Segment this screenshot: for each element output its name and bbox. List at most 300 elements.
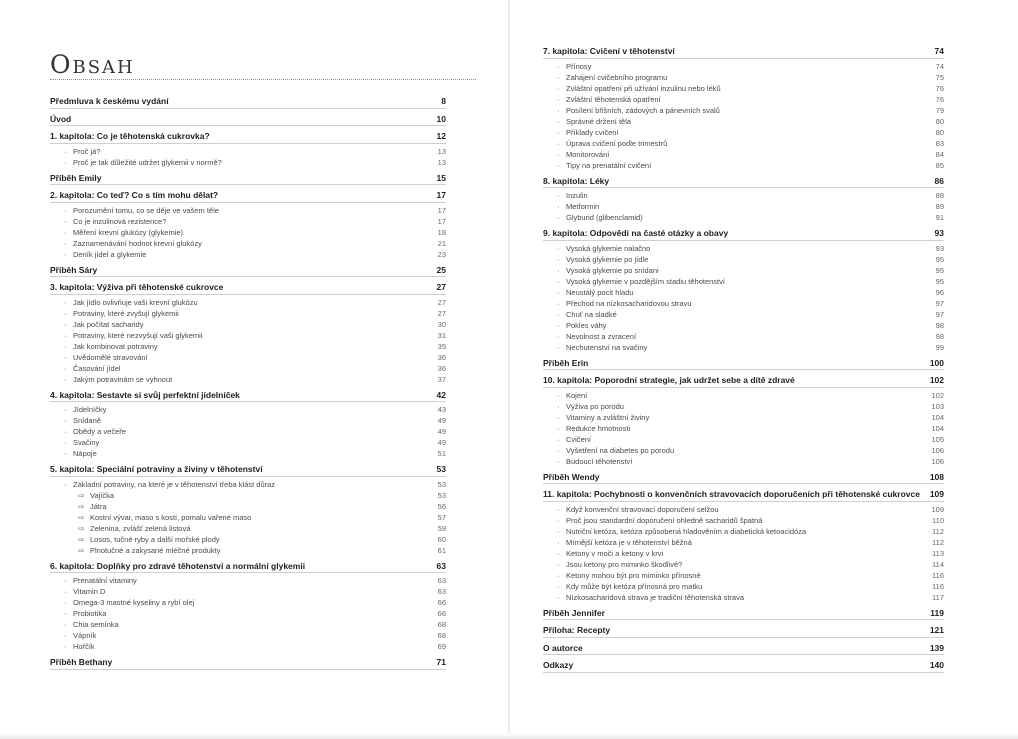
subsection-page-number: 49 [437, 427, 446, 436]
subsection-title: Vajíčka [90, 490, 115, 500]
subsection-label [557, 61, 591, 72]
toc-chapter[interactable] [50, 657, 446, 670]
subsection-page-number: 95 [935, 265, 944, 275]
toc-subsection[interactable] [50, 426, 446, 437]
subsection-label [64, 608, 106, 619]
subsection-label [557, 276, 725, 287]
subsection-page-number: 98 [935, 331, 944, 341]
toc-chapter[interactable] [543, 176, 944, 189]
bullet-icon: · [557, 515, 560, 525]
subsection-title: Tipy na prenatální cvičení [566, 160, 652, 170]
subsection-title: Časování jídel [73, 363, 121, 373]
chapter-title: Příběh Erin [543, 357, 589, 368]
subsection-label [557, 116, 631, 127]
subsection-page-number: 53 [437, 479, 446, 489]
subsection-label [64, 297, 198, 308]
arrow-icon: ⇨ [78, 501, 85, 511]
subsection-page-number: 17 [437, 205, 446, 215]
bullet-icon: · [64, 642, 67, 651]
toc-subsection[interactable] [50, 448, 446, 459]
subsection-label [64, 157, 222, 168]
subsection-label [557, 515, 762, 526]
chapter-title: Příběh Emily [50, 172, 102, 183]
toc-chapter[interactable] [543, 46, 944, 59]
bullet-icon: · [557, 412, 560, 422]
toc-chapter[interactable] [50, 131, 446, 144]
bullet-icon: · [557, 548, 560, 558]
bullet-icon: · [64, 405, 67, 414]
toc-subsection[interactable] [543, 445, 944, 456]
toc-subsection[interactable] [50, 501, 446, 512]
toc-subsection[interactable] [543, 265, 944, 276]
subsection-label [557, 342, 647, 353]
subsection-title: Plnotučné a zakysané mléčné produkty [90, 545, 221, 555]
subsection-page-number: 35 [437, 341, 446, 351]
bullet-icon: · [64, 587, 67, 596]
toc-subsection[interactable] [50, 534, 446, 545]
toc-chapter[interactable] [543, 608, 944, 621]
toc-subsection[interactable] [543, 515, 944, 526]
bullet-icon: · [557, 342, 560, 352]
subsection-label [64, 308, 179, 319]
subsection-label [557, 320, 606, 331]
subsection-page-number: 66 [437, 598, 446, 607]
chapter-page-number: 100 [929, 357, 944, 368]
subsection-label [557, 570, 701, 581]
chapter-page-number: 109 [929, 489, 944, 499]
subsection-label [557, 127, 619, 138]
chapter-page-number: 140 [929, 660, 944, 670]
subsection-title: Vysoká glykemie po snídani [566, 265, 659, 275]
toc-subsection[interactable] [50, 363, 446, 374]
subsection-title: Chia semínka [73, 620, 119, 629]
subsection-page-number: 53 [437, 490, 446, 500]
toc-subsection[interactable] [543, 83, 944, 94]
bullet-icon: · [557, 592, 560, 602]
subsection-page-number: 88 [935, 191, 944, 200]
subsection-label [557, 581, 702, 592]
bullet-icon: · [557, 581, 560, 591]
subsection-page-number: 106 [931, 456, 944, 466]
toc-chapter[interactable] [543, 625, 944, 638]
toc-chapter[interactable] [50, 265, 446, 278]
bullet-icon: · [557, 149, 560, 159]
subsection-label [557, 83, 721, 94]
subsection-label [557, 331, 636, 342]
toc-subsection[interactable] [543, 116, 944, 127]
chapter-page-number: 63 [436, 560, 446, 571]
bullet-icon: · [64, 374, 67, 384]
subsection-page-number: 13 [437, 157, 446, 167]
toc-subsection[interactable] [543, 537, 944, 548]
subsection-page-number: 109 [931, 504, 944, 514]
chapter-page-number: 8 [441, 96, 446, 106]
subsection-title: Neustálý pocit hladu [566, 287, 634, 297]
bullet-icon: · [557, 570, 560, 580]
subsection-title: Vysoká glykemie nalačno [566, 243, 651, 253]
bullet-icon: · [557, 105, 560, 115]
bullet-icon: · [557, 276, 560, 286]
toc-subsection[interactable] [50, 297, 446, 308]
subsection-page-number: 113 [932, 548, 944, 558]
subsection-page-number: 103 [931, 401, 944, 411]
toc-chapter[interactable] [50, 464, 446, 477]
toc-subsection[interactable] [543, 201, 944, 212]
subsection-page-number: 105 [931, 434, 944, 444]
toc-subsection[interactable] [543, 287, 944, 298]
chapter-page-number: 74 [934, 46, 944, 56]
subsection-page-number: 99 [935, 342, 944, 352]
subsection-title: Potraviny, které zvyšují glykemii [73, 308, 179, 318]
arrow-icon: ⇨ [78, 545, 85, 555]
toc-subsection[interactable] [543, 212, 944, 223]
toc-subsection[interactable] [50, 641, 446, 652]
toc-subsection[interactable] [50, 575, 446, 586]
bullet-icon: · [557, 61, 560, 71]
toc-chapter[interactable] [50, 282, 446, 295]
subsection-label [557, 537, 692, 548]
toc-chapter[interactable] [50, 96, 446, 109]
chapter-title: Příběh Sáry [50, 264, 98, 275]
subsection-page-number: 43 [437, 405, 446, 414]
subsection-page-number: 80 [935, 116, 944, 126]
subsection-title: Zelenina, zvlášť zelená listová [90, 523, 191, 533]
toc-chapter[interactable] [543, 375, 944, 388]
subsection-page-number: 75 [935, 72, 944, 82]
arrow-icon: ⇨ [78, 534, 85, 544]
toc-subsection[interactable] [50, 308, 446, 319]
toc-subsection[interactable] [543, 434, 944, 445]
toc-subsection[interactable] [50, 330, 446, 341]
subsection-page-number: 63 [437, 576, 446, 585]
bullet-icon: · [64, 146, 67, 156]
subsection-title: Vysoká glykemie v pozdějším stadiu těhotenství [566, 276, 725, 286]
book-spine [508, 0, 510, 739]
toc-subsection[interactable] [50, 319, 446, 330]
subsection-page-number: 23 [437, 249, 446, 259]
chapter-title: 2. kapitola: Co teď? Co s tím mohu dělat? [50, 190, 219, 200]
bullet-icon: · [557, 559, 560, 569]
bullet-icon: · [557, 72, 560, 82]
toc-chapter[interactable] [543, 643, 944, 656]
bullet-icon: · [557, 504, 560, 514]
subsection-page-number: 51 [437, 449, 446, 458]
chapter-page-number: 119 [930, 607, 944, 618]
chapter-page-number: 121 [929, 625, 944, 635]
subsection-title: Úprava cvičení podle trimestrů [566, 138, 668, 148]
toc-chapter[interactable] [543, 660, 944, 673]
toc-subsection[interactable] [543, 570, 944, 581]
toc-subsection[interactable] [50, 608, 446, 619]
toc-subsection[interactable] [543, 320, 944, 331]
toc-subsection[interactable] [50, 205, 446, 216]
toc-subsection[interactable] [543, 412, 944, 423]
subsection-page-number: 97 [935, 298, 944, 308]
subsection-label [557, 559, 682, 570]
toc-subsection[interactable] [50, 374, 446, 385]
toc-chapter[interactable] [543, 358, 944, 371]
subsection-title: Vitaminy a zvláštní živiny [566, 412, 650, 422]
subsection-label [64, 641, 95, 652]
toc-chapter[interactable] [50, 390, 446, 403]
chapter-page-number: 71 [436, 657, 446, 667]
toc-subsection[interactable] [50, 437, 446, 448]
bullet-icon: · [64, 249, 67, 259]
subsection-page-number: 116 [932, 581, 944, 591]
subsection-page-number: 104 [931, 423, 944, 433]
subsection-page-number: 112 [932, 526, 944, 536]
subsection-title: Jsou ketony pro miminko škodlivé? [566, 559, 683, 569]
subsection-title: Jak kombinovat potraviny [73, 341, 158, 351]
subsection-page-number: 114 [932, 559, 944, 569]
subsection-label [557, 445, 674, 456]
toc-subsection[interactable] [543, 72, 944, 83]
subsection-page-number: 116 [932, 570, 944, 580]
subsection-page-number: 21 [437, 238, 446, 248]
page-bottom-edge [0, 733, 1018, 739]
subsection-title: Kostní vývar, maso s kostí, pomalu vařené maso [90, 512, 252, 522]
toc-subsection[interactable] [543, 309, 944, 320]
toc-subsection[interactable] [50, 415, 446, 426]
toc-subsection[interactable] [543, 592, 944, 603]
toc-subsection[interactable] [543, 298, 944, 309]
subsection-title: Probiotika [73, 609, 107, 618]
toc-subsection[interactable] [50, 157, 446, 168]
bullet-icon: · [557, 331, 560, 341]
subsection-page-number: 60 [437, 534, 446, 544]
subsection-page-number: 80 [935, 127, 944, 137]
subsection-page-number: 74 [935, 61, 944, 71]
toc-subsection[interactable] [543, 190, 944, 201]
chapter-title: Předmluva k českému vydání [50, 96, 169, 106]
chapter-page-number: 17 [436, 190, 446, 200]
toc-subsection[interactable] [543, 581, 944, 592]
toc-subsection[interactable] [50, 249, 446, 260]
chapter-page-number: 15 [436, 172, 446, 183]
subsection-label [64, 619, 119, 630]
toc-subsection[interactable] [50, 352, 446, 363]
subsection-label [557, 94, 661, 105]
bullet-icon: · [557, 309, 560, 319]
arrow-icon: ⇨ [78, 523, 85, 533]
toc-subsection[interactable] [543, 504, 944, 515]
subsection-label [557, 401, 624, 412]
toc-subsection[interactable] [50, 227, 446, 238]
subsection-title: Jak jídlo ovlivňuje vaši krevní glukózu [73, 297, 198, 307]
toc-chapter[interactable] [543, 472, 944, 485]
toc-subsection[interactable] [50, 341, 446, 352]
bullet-icon: · [557, 127, 560, 137]
subsection-label [64, 479, 275, 490]
toc-subsection[interactable] [50, 523, 446, 534]
chapter-page-number: 108 [929, 471, 944, 482]
chapter-page-number: 86 [934, 175, 944, 186]
chapter-title: Příběh Bethany [50, 657, 113, 667]
chapter-page-number: 53 [436, 464, 446, 474]
chapter-page-number: 102 [929, 375, 944, 385]
toc-chapter[interactable] [50, 561, 446, 574]
bullet-icon: · [64, 297, 67, 307]
subsection-label [64, 249, 146, 260]
subsection-page-number: 30 [437, 319, 446, 329]
subsection-label [557, 548, 663, 559]
subsection-label [557, 526, 806, 537]
title-divider [50, 79, 476, 80]
subsection-title: Vysoká glykemie po jídle [566, 254, 649, 264]
subsection-label [64, 575, 137, 586]
toc-chapter[interactable] [543, 228, 944, 241]
toc-chapter[interactable] [543, 489, 944, 502]
toc-subsection[interactable] [50, 597, 446, 608]
toc-subsection[interactable] [543, 254, 944, 265]
toc-subsection[interactable] [50, 586, 446, 597]
toc-subsection[interactable] [50, 545, 446, 556]
bullet-icon: · [557, 265, 560, 275]
subsection-label [64, 363, 121, 374]
toc-right [543, 46, 944, 675]
subsection-page-number: 63 [437, 587, 446, 596]
toc-subsection[interactable] [543, 127, 944, 138]
subsection-title: Játra [90, 501, 107, 511]
subsection-page-number: 17 [437, 216, 446, 226]
toc-subsection[interactable] [543, 559, 944, 570]
toc-chapter[interactable] [50, 114, 446, 127]
subsection-title: Hořčík [73, 642, 95, 651]
toc-subsection[interactable] [543, 105, 944, 116]
subsection-title: Monitorování [566, 149, 610, 159]
subsection-page-number: 91 [935, 213, 944, 222]
subsection-page-number: 36 [437, 352, 446, 362]
bullet-icon: · [64, 449, 67, 458]
subsection-label [64, 216, 166, 227]
subsection-title: Co je inzulinová rezistence? [73, 216, 167, 226]
subsection-label [64, 352, 148, 363]
toc-subsection[interactable] [543, 243, 944, 254]
toc-subsection[interactable] [543, 423, 944, 434]
toc-subsection[interactable] [50, 490, 446, 501]
subsection-title: Deník jídel a glykemie [73, 249, 147, 259]
bullet-icon: · [557, 116, 560, 126]
toc-subsection[interactable] [50, 404, 446, 415]
subsection-label [557, 504, 719, 515]
bullet-icon: · [64, 479, 67, 489]
subsection-label [557, 212, 643, 223]
subsection-page-number: 36 [437, 363, 446, 373]
subsection-page-number: 79 [935, 105, 944, 115]
chapter-page-number: 139 [929, 642, 944, 653]
subsection-label [64, 319, 143, 330]
subsection-title: Potraviny, které nezvyšují vaši glykemii [73, 330, 203, 340]
subsection-label [557, 190, 588, 201]
toc-subsection[interactable] [50, 146, 446, 157]
subsection-title: Nevolnost a zvracení [566, 331, 637, 341]
subsection-title: Kdy může být ketóza přínosná pro matku [566, 581, 703, 591]
bullet-icon: · [64, 609, 67, 618]
subsection-title: Porozumění tomu, co se děje ve vašem těle [73, 205, 219, 215]
toc-subsection[interactable] [543, 138, 944, 149]
toc-subsection[interactable] [543, 548, 944, 559]
bullet-icon: · [557, 202, 560, 211]
toc-subsection[interactable] [543, 276, 944, 287]
subsection-page-number: 96 [935, 287, 944, 297]
subsection-title: Redukce hmotnosti [566, 423, 631, 433]
subsection-title: Svačiny [73, 438, 100, 447]
subsection-page-number: 104 [931, 412, 944, 422]
toc-chapter[interactable] [50, 190, 446, 203]
toc-subsection[interactable] [543, 331, 944, 342]
chapter-title: Odkazy [543, 660, 574, 670]
toc-chapter[interactable] [50, 173, 446, 186]
bullet-icon: · [64, 598, 67, 607]
toc-subsection[interactable] [50, 238, 446, 249]
toc-subsection[interactable] [543, 160, 944, 171]
bullet-icon: · [557, 213, 560, 222]
subsection-page-number: 66 [437, 609, 446, 618]
subsection-page-number: 27 [437, 297, 446, 307]
bullet-icon: · [64, 427, 67, 436]
toc-subsection[interactable] [50, 512, 446, 523]
subsection-title: Nutriční ketóza, ketóza způsobená hladověním a diabetická ketoacidóza [566, 526, 807, 536]
subsection-page-number: 106 [931, 445, 944, 455]
subsection-title: Nízkosacharidová strava je tradiční těhotenská strava [566, 592, 745, 602]
subsection-page-number: 97 [935, 309, 944, 319]
bullet-icon: · [64, 576, 67, 585]
subsection-label [64, 545, 221, 556]
bullet-icon: · [557, 243, 560, 253]
subsection-label [64, 146, 101, 157]
toc-subsection[interactable] [50, 619, 446, 630]
subsection-label [557, 138, 667, 149]
subsection-title: Snídaně [73, 416, 101, 425]
toc-subsection[interactable] [50, 216, 446, 227]
chapter-title: 3. kapitola: Výživa při těhotenské cukrovce [50, 282, 224, 292]
bullet-icon: · [64, 308, 67, 318]
subsection-label [557, 160, 651, 171]
toc-subsection[interactable] [543, 390, 944, 401]
subsection-title: Budoucí těhotenství [566, 456, 633, 466]
toc-subsection[interactable] [543, 94, 944, 105]
subsection-title: Jakým potravinám se vyhnout [73, 374, 173, 384]
subsection-label [64, 586, 105, 597]
subsection-label [557, 456, 632, 467]
chapter-title: 1. kapitola: Co je těhotenská cukrovka? [50, 131, 210, 141]
bullet-icon: · [557, 160, 560, 170]
subsection-label [64, 501, 107, 512]
chapter-title: Úvod [50, 113, 72, 124]
subsection-page-number: 117 [932, 592, 944, 602]
toc-subsection[interactable] [50, 479, 446, 490]
toc-subsection[interactable] [543, 61, 944, 72]
toc-subsection[interactable] [543, 401, 944, 412]
subsection-page-number: 112 [932, 537, 944, 547]
toc-subsection[interactable] [50, 630, 446, 641]
toc-subsection[interactable] [543, 456, 944, 467]
subsection-label [64, 512, 251, 523]
arrow-icon: ⇨ [78, 490, 85, 500]
toc-subsection[interactable] [543, 526, 944, 537]
bullet-icon: · [557, 320, 560, 330]
subsection-page-number: 102 [931, 390, 944, 400]
subsection-title: Jídelníčky [73, 405, 107, 414]
subsection-label [64, 630, 96, 641]
toc-subsection[interactable] [543, 342, 944, 353]
bullet-icon: · [557, 537, 560, 547]
subsection-label [64, 205, 219, 216]
subsection-label [557, 265, 659, 276]
bullet-icon: · [557, 390, 560, 400]
subsection-title: Proč jsou standardní doporučení ohledně sacharidů špatná [566, 515, 763, 525]
toc-subsection[interactable] [543, 149, 944, 160]
